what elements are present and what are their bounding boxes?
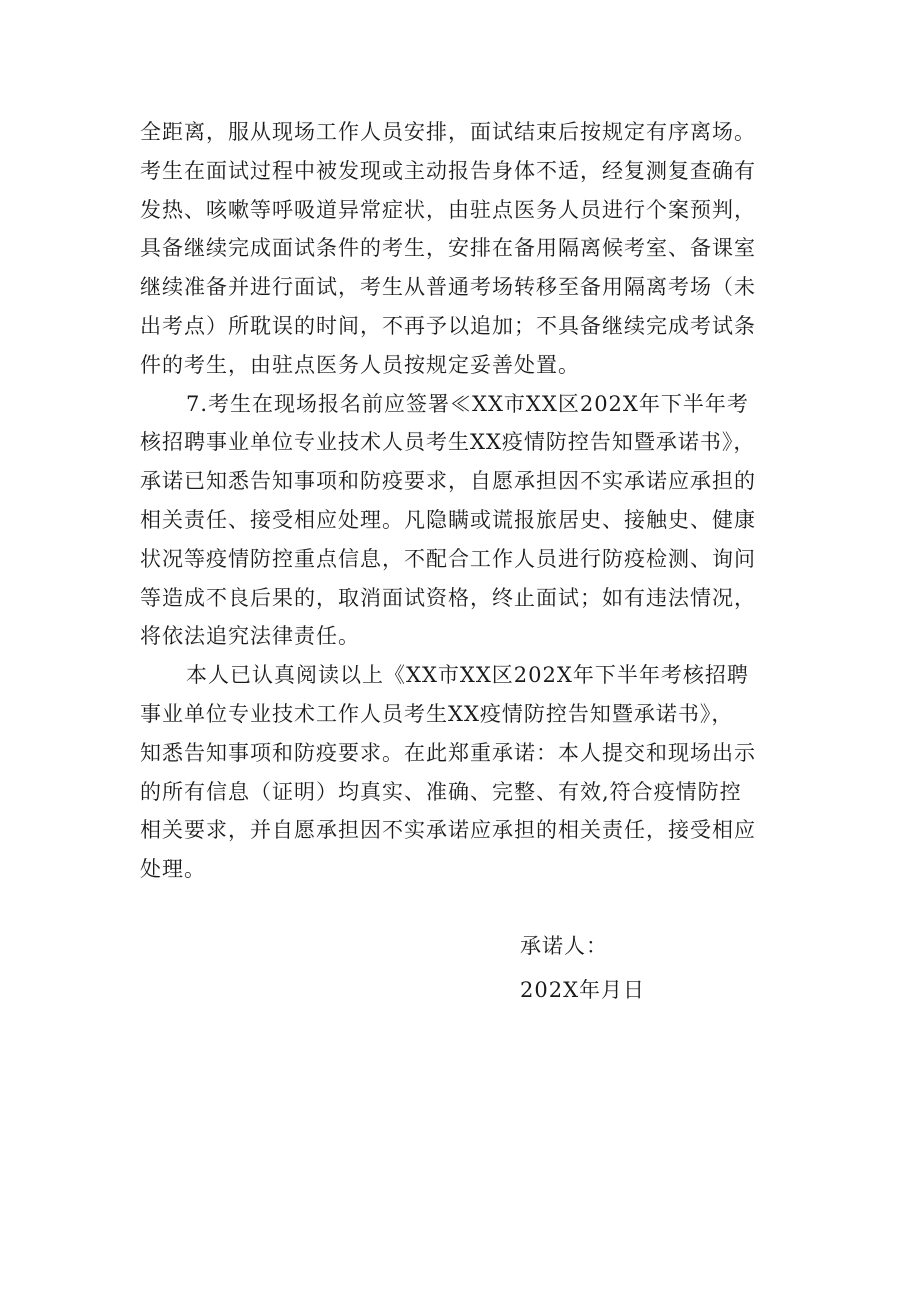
text-line: 等造成不良后果的，取消面试资格，终止面试；如有违法情况， [140, 585, 756, 610]
text-line: 全距离，服从现场工作人员安排，面试结束后按规定有序离场。 [140, 120, 756, 144]
text-line: 将依法追究法律责任。 [140, 624, 360, 649]
text-line: 考生在面试过程中被发现或主动报告身体不适，经复测复查确有 [140, 158, 756, 183]
pledger-label: 承诺人： [520, 934, 608, 958]
text-line: 相关责任、接受相应处理。凡隐瞒或谎报旅居史、接触史、健康 [140, 507, 756, 532]
date-label: 202X年月日 [520, 978, 646, 1002]
paragraph-item-7 [140, 385, 800, 657]
text-line: 件的考生，由驻点医务人员按规定妥善处置。 [140, 352, 580, 377]
text-line: 继续准备并进行面试，考生从普通考场转移至备用隔离考场（未 [140, 275, 756, 300]
paragraph-continuation [140, 113, 800, 385]
text-line: 的所有信息（证明）均真实、准确、完整、有效,符合疫情防控 [140, 779, 742, 804]
signature-block [520, 924, 645, 1012]
text-line: 状况等疫情防控重点信息，不配合工作人员进行防疫检测、询问 [140, 546, 756, 571]
text-line: 本人已认真阅读以上《XX市XX区202X年下半年考核招聘 [186, 663, 749, 688]
paragraph-pledge [140, 656, 800, 889]
text-line: 承诺已知悉告知事项和防疫要求，自愿承担因不实承诺应承担的 [140, 469, 756, 494]
text-line: 核招聘事业单位专业技术人员考生XX疫情防控告知暨承诺书》， [140, 430, 756, 455]
text-line: 具备继续完成面试条件的考生，安排在备用隔离候考室、备课室 [140, 236, 756, 261]
document-body [140, 113, 800, 889]
text-line: 发热、咳嗽等呼吸道异常症状，由驻点医务人员进行个案预判， [140, 197, 756, 222]
text-line: 知悉告知事项和防疫要求。在此郑重承诺：本人提交和现场出示 [140, 740, 756, 765]
text-line: 出考点）所耽误的时间，不再予以追加；不具备继续完成考试条 [140, 313, 756, 338]
text-line: 相关要求，并自愿承担因不实承诺应承担的相关责任，接受相应 [140, 818, 756, 843]
text-line: 处理。 [140, 857, 206, 882]
text-line: 事业单位专业技术工作人员考生XX疫情防控告知暨承诺书》， [140, 701, 734, 726]
text-line: 7.考生在现场报名前应签署≪XX市XX区202X年下半年考 [186, 391, 749, 416]
